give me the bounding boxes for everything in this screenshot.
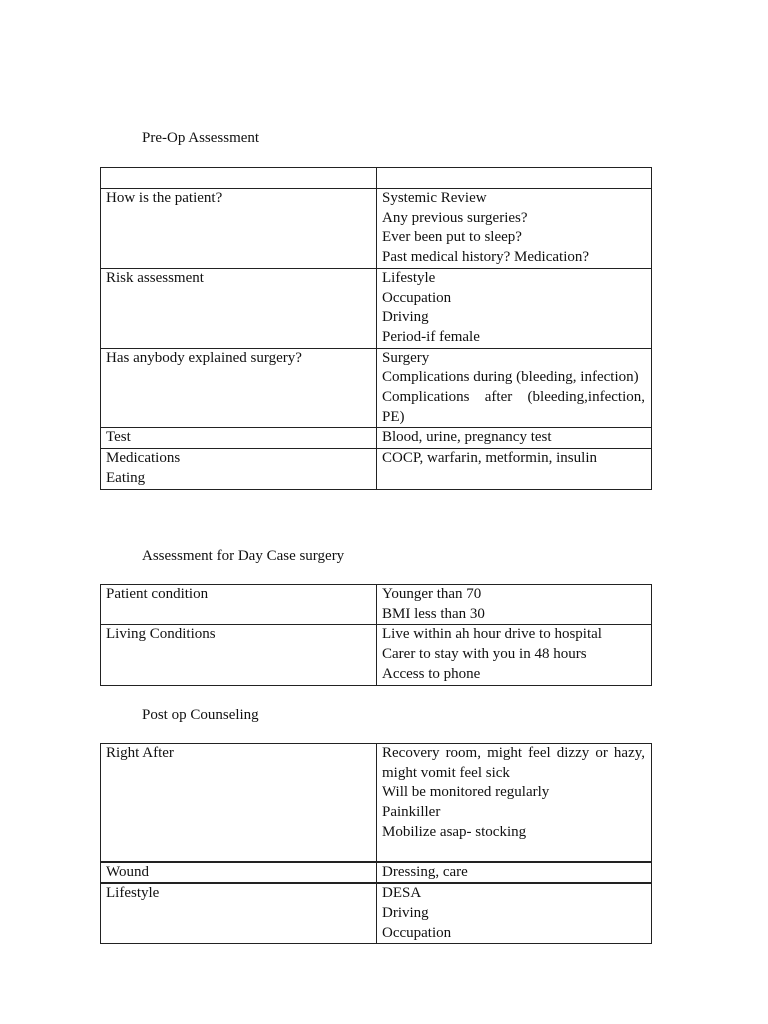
cell-line: Occupation <box>382 924 452 941</box>
cell-line: BMI less than 30 <box>382 605 485 622</box>
table-row <box>101 625 652 685</box>
cell-line: Driving <box>382 309 429 326</box>
row-label <box>101 585 377 625</box>
table-row <box>101 268 652 348</box>
cell-line: Living Conditions <box>106 626 216 643</box>
cell-line: Systemic Review <box>382 190 487 206</box>
cell-line: Test <box>106 429 131 446</box>
row-details <box>377 862 652 884</box>
cell-line: Past medical history? Medication? <box>382 249 590 266</box>
row-details <box>377 189 652 269</box>
pre-op-table <box>100 167 652 490</box>
cell-line: Dressing, care <box>382 863 468 880</box>
cell-line: Will be monitored regularly <box>382 784 550 801</box>
table-row <box>101 348 652 428</box>
cell-line-justified: Complications during (bleeding, infection) <box>382 369 639 386</box>
cell-line: Blood, urine, pregnancy test <box>382 429 552 446</box>
cell-line: Live within ah hour drive to hospital <box>382 626 602 643</box>
row-details <box>377 428 652 449</box>
section-heading-post-op: Post op Counseling <box>142 707 259 723</box>
table-row <box>101 189 652 269</box>
table-row <box>101 585 652 625</box>
table-row <box>101 744 652 862</box>
cell-line: Lifestyle <box>382 269 436 286</box>
cell-line: Mobilize asap- stocking <box>382 823 527 840</box>
cell-line: Has anybody explained surgery? <box>106 349 302 366</box>
table-row <box>101 168 652 189</box>
row-details <box>377 585 652 625</box>
row-label <box>101 862 377 884</box>
section-heading-pre-op: Pre-Op Assessment <box>142 130 260 146</box>
cell-line: Painkiller <box>382 804 441 821</box>
row-details <box>377 625 652 685</box>
row-label <box>101 268 377 348</box>
cell-line: Access to phone <box>382 665 481 682</box>
cell-line: Driving <box>382 904 429 921</box>
cell-line: Right After <box>106 745 174 761</box>
cell-line: Carer to stay with you in 48 hours <box>382 646 587 663</box>
table-row <box>101 883 652 944</box>
row-label <box>101 883 377 944</box>
row-label <box>101 449 377 489</box>
cell-line-justified: Recovery room, might feel dizzy or hazy, might vomit feel sick <box>382 745 645 781</box>
row-details <box>377 449 652 489</box>
row-details <box>377 744 652 862</box>
table-cell-empty <box>377 168 652 189</box>
row-label <box>101 744 377 862</box>
row-details <box>377 268 652 348</box>
table-row <box>101 428 652 449</box>
cell-line: Occupation <box>382 289 452 306</box>
cell-line: Medications <box>106 450 181 467</box>
cell-line: Younger than 70 <box>382 586 482 602</box>
cell-line: Risk assessment <box>106 269 204 286</box>
table-row <box>101 862 652 884</box>
table-row <box>101 449 652 489</box>
row-label <box>101 625 377 685</box>
cell-line: Lifestyle <box>106 885 160 902</box>
post-op-table <box>100 743 652 944</box>
day-case-table <box>100 584 652 686</box>
cell-line: COCP, warfarin, metformin, insulin <box>382 450 597 467</box>
cell-line: Patient condition <box>106 586 209 602</box>
cell-line: Wound <box>106 863 149 880</box>
cell-line: DESA <box>382 885 422 902</box>
table-cell-empty <box>101 168 377 189</box>
row-label <box>101 189 377 269</box>
section-heading-day-case: Assessment for Day Case surgery <box>142 548 345 564</box>
row-details <box>377 883 652 944</box>
row-label <box>101 348 377 428</box>
cell-line-justified: Complications after (bleeding,infection, PE) <box>382 389 645 425</box>
row-label <box>101 428 377 449</box>
row-details <box>377 348 652 428</box>
cell-line: Surgery <box>382 349 430 366</box>
cell-line: Any previous surgeries? <box>382 209 528 226</box>
cell-line: Period-if female <box>382 328 480 345</box>
cell-line: How is the patient? <box>106 190 223 206</box>
cell-line: Eating <box>106 469 146 486</box>
cell-line: Ever been put to sleep? <box>382 229 522 246</box>
